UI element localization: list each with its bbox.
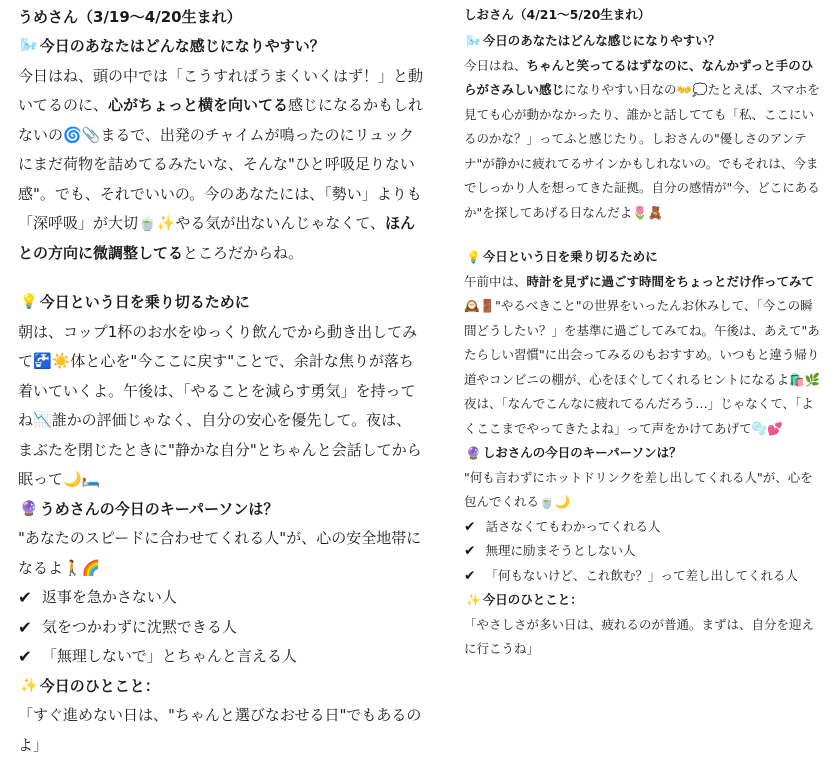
left-tips-label: 今日という日を乗り切るために xyxy=(39,293,250,311)
right-word-text: 「やさしさが多い日は、疲れるのが普通。まずは、自分を迎えに行こうね」 xyxy=(464,616,815,656)
left-keyperson-heading xyxy=(18,495,426,525)
left-word-text: 「すぐ進めない日は、"ちゃんと選びなおせる日"でもあるのよ」 xyxy=(18,706,422,754)
text-run: になりやすい日なの👐💭たとえば、スマホを見ても心が動かなかったり、誰かと話してても「私、ここにいるのかな？」ってふと感じたり。しおさんの"優しさのアンテナ"が静かに疲れてるサインかもしれないの。でもそれは、今までしっかり人を想ってきた証拠。自分の感情が"今、どこにあるか"を探してあげる日なんだよ🌷🧸 xyxy=(464,82,820,220)
bold-text: ちゃんと笑ってるはずなのに、なんかずっと手のひらがさみしい感じ xyxy=(464,57,814,97)
right-question-label: 今日のあなたはどんな感じになりやすい？ xyxy=(482,33,721,48)
left-word-label: 今日のひとこと： xyxy=(39,676,160,695)
left-paragraph-3 xyxy=(18,524,426,583)
right-check-item xyxy=(464,539,822,564)
text-run: "あなたのスピードに合わせてくれる人"が、心の安全地帯になるよ🚶🌈 xyxy=(18,529,422,577)
left-check-label: 「無理しないで」とちゃんと言える人 xyxy=(41,647,297,665)
left-check-item xyxy=(18,583,426,613)
right-check-label: 無理に励まそうとしない人 xyxy=(485,543,636,558)
check-icon: ✔ xyxy=(464,567,476,584)
left-question-label: 今日のあなたはどんな感じになりやすい？ xyxy=(39,37,325,55)
lightbulb-icon: 💡 xyxy=(20,294,38,310)
check-icon: ✔ xyxy=(18,647,32,666)
text-run: 朝は、コップ1杯のお水をゆっくり飲んでから動き出してみて🚰☀️体と心を"今ここに戻す"ことで、余計な焦りが落ち着いていくよ。午後は、「やることを減らす勇気」を持ってね📉誰かの評価じゃなく、自分の安心を優先して。夜は、まぶたを閉じたときに"静かな自分"とちゃんと会話してから眠って🌙🛏️ xyxy=(18,322,422,488)
left-paragraph-1 xyxy=(18,62,426,269)
right-tips-heading xyxy=(464,245,822,270)
wind-icon: 🌬️ xyxy=(466,34,481,48)
left-title: うめさん（3/19〜4/20生まれ） xyxy=(18,8,242,26)
text-run: ところだからね。 xyxy=(183,243,304,262)
right-check-item xyxy=(464,564,822,589)
lightbulb-icon: 💡 xyxy=(466,250,481,264)
check-icon: ✔ xyxy=(18,588,32,607)
text-run: 午前中は、 xyxy=(464,273,527,289)
right-question-heading xyxy=(464,29,822,54)
left-paragraph-2 xyxy=(18,318,426,495)
right-keyperson-heading xyxy=(464,441,822,466)
left-keyperson-label: うめさんの今日のキーパーソンは？ xyxy=(39,499,279,518)
sparkles-icon: ✨ xyxy=(20,677,38,694)
bold-text: 時計を見ずに過ごす時間をちょっとだけ作ってみて xyxy=(526,273,815,289)
right-title: しおさん（4/21〜5/20生まれ） xyxy=(464,7,651,22)
right-check-item xyxy=(464,515,822,540)
left-check-item xyxy=(18,613,426,643)
bold-text: ほんとの方向に微調整してる xyxy=(18,214,416,262)
right-word-heading xyxy=(464,588,822,613)
right-keyperson-label: しおさんの今日のキーパーソンは？ xyxy=(482,445,682,460)
bold-text: 心がちょっと横を向いてる xyxy=(108,96,289,114)
crystal-ball-icon: 🔮 xyxy=(20,500,38,517)
right-column xyxy=(464,0,822,662)
sparkles-icon: ✨ xyxy=(466,593,481,607)
check-icon: ✔ xyxy=(464,518,476,535)
left-question-heading xyxy=(18,32,426,62)
text-run: 🕰️🚪"やるべきこと"の世界をいったんお休みして、「今この瞬間どうしたい？」を基準に過ごしてみてね。午後は、あえて"あたらしい習慣"に出会ってみるのもおすすめ。いつもと違う帰り道やコンビニの棚が、心をほぐしてくれるヒントになるよ🛍️🌿夜は、「なんでこんなに疲れてるんだろう…」じゃなくて、「よくここまでやってきたよね」って声をかけてあげて🫧💕 xyxy=(464,298,821,436)
text-run: "何も言わずにホットドリンクを差し出してくれる人"が、心を包んでくれる🍵🌙 xyxy=(464,469,813,509)
right-paragraph-2 xyxy=(464,270,822,442)
left-word-heading xyxy=(18,672,426,702)
left-column xyxy=(18,0,426,760)
left-check-label: 返事を急かさない人 xyxy=(41,588,177,606)
check-icon: ✔ xyxy=(18,617,32,637)
right-check-label: 「何もないけど、これ飲む？」って差し出してくれる人 xyxy=(485,567,799,583)
text-run: 今日はね、 xyxy=(464,57,527,73)
check-icon: ✔ xyxy=(464,543,476,559)
left-check-item xyxy=(18,642,426,672)
text-run: 今日はね、頭の中では「こうすればうまくいくはず！」と動いてるのに、 xyxy=(18,66,424,114)
crystal-ball-icon: 🔮 xyxy=(466,446,481,460)
left-check-label: 気をつかわずに沈黙できる人 xyxy=(41,617,237,636)
right-tips-label: 今日という日を乗り切るために xyxy=(482,249,658,264)
right-paragraph-1 xyxy=(464,54,822,226)
left-tips-heading xyxy=(18,288,426,318)
text-run: 感じになるかもしれないの🌀📎まるで、出発のチャイムが鳴ったのにリュックにまだ荷物を詰めてるみたいな、そんな"ひと呼吸足りない感"。でも、それでいいの。今のあなたには、「勢い」よりも「深呼吸」が大切🍵✨やる気が出ないんじゃなくて、 xyxy=(18,96,424,232)
right-word-label: 今日のひとこと： xyxy=(482,592,583,607)
right-paragraph-3 xyxy=(464,466,822,515)
wind-icon: 🌬️ xyxy=(20,38,38,54)
right-check-label: 話さなくてもわかってくれる人 xyxy=(485,518,661,534)
